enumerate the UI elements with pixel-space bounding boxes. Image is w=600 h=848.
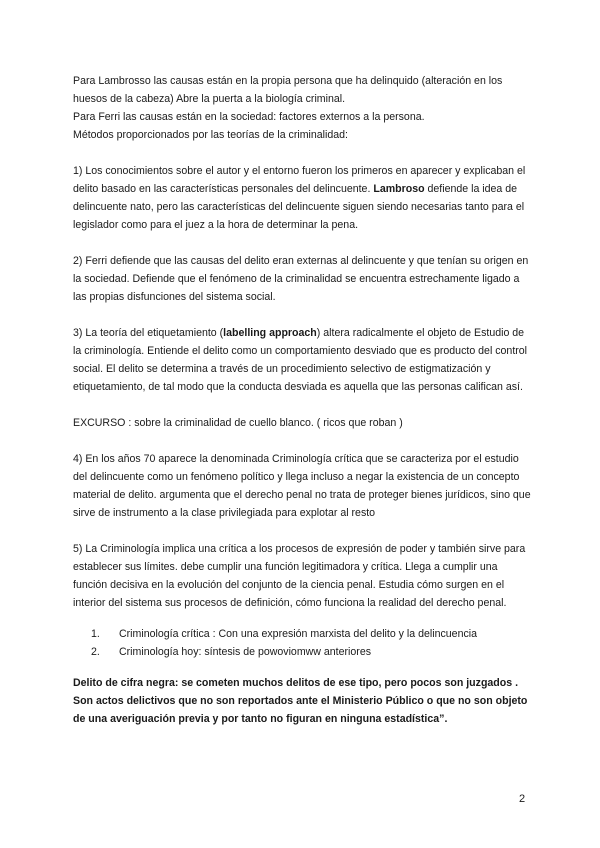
list-item [73, 625, 533, 643]
paragraph-4: 4) En los años 70 aparece la denominada Criminología crítica que se caracteriza por el estudio del delincuente como un fenómeno político y llega incluso a negar la existencia de un concepto material de delito. argumenta que el derecho penal no trata de proteger bienes jurídicos, sino que sirve de instrumento a la clase privilegiada para explotar al resto [73, 453, 531, 519]
intro-methods: Métodos proporcionados por las teorías de la criminalidad: [73, 129, 348, 141]
paragraph-1-text-b: defiende la idea de delincuente nato, pero las características del delincuente siguen siendo necesarias tanto para el legislador como para el juez a la hora de determinar la pena. [73, 183, 525, 231]
paragraph-3-text-b: ) altera radicalmente el objeto de Estudio de la criminología. Entiende el delito como un comportamiento desviado que es producto del control social. El delito se determina a través de un procedimiento selectivo de estigmatización y etiquetamiento, de tal modo que la conducta desviada es aquella que las personas califican así. [73, 327, 528, 393]
paragraph-1-bold: Lambroso [373, 183, 425, 195]
page-number: 2 [519, 793, 526, 805]
excurso-line: EXCURSO : sobre la criminalidad de cuello blanco. ( ricos que roban ) [73, 417, 403, 429]
intro-lambrosso: Para Lambrosso las causas están en la propia persona que ha delinquido (alteración en los huesos de la cabeza) Abre la puerta a la biología criminal. [73, 75, 503, 105]
list-item-number: 2. [91, 646, 100, 658]
paragraph-1 [73, 162, 533, 234]
list-item-text: Criminología crítica : Con una expresión marxista del delito y la delincuencia [119, 628, 478, 640]
paragraph-3-bold: labelling approach [223, 327, 317, 339]
intro-ferri: Para Ferri las causas están en la sociedad: factores externos a la persona. [73, 111, 425, 123]
paragraph-2: 2) Ferri defiende que las causas del delito eran externas al delincuente y que tenían su origen en la sociedad. Defiende que el fenómeno de la criminalidad se encuentra estrechamente ligado a las propias disfunciones del sistema social. [73, 255, 529, 303]
list-item [73, 643, 533, 661]
list-item-text: Criminología hoy: síntesis de powoviomww anteriores [119, 646, 372, 658]
dark-figure-paragraph: Delito de cifra negra: se cometen muchos delitos de ese tipo, pero pocos son juzgados . Son actos delictivos que no son reportados ante el Ministerio Público o que no son objeto de una averiguación previa y por tanto no figuran en ninguna estadística”. [73, 677, 528, 725]
paragraph-5: 5) La Criminología implica una crítica a los procesos de expresión de poder y también sirve para establecer sus límites. debe cumplir una función legitimadora y crítica. Llega a cumplir una función decisiva en la evolución del conjunto de la ciencia penal. Estudia cómo surgen en el interior del sistema sus procesos de definición, cómo funciona la realidad del derecho penal. [73, 543, 526, 609]
list-item-number: 1. [91, 628, 100, 640]
paragraph-3-text-a: 3) La teoría del etiquetamiento ( [73, 327, 224, 339]
numbered-list [73, 625, 533, 661]
paragraph-1-text-a: 1) Los conocimientos sobre el autor y el entorno fueron los primeros en aparecer y explicaban el delito basado en las características personales del delincuente. [73, 165, 526, 195]
paragraph-3 [73, 324, 533, 396]
document-body [73, 72, 533, 728]
